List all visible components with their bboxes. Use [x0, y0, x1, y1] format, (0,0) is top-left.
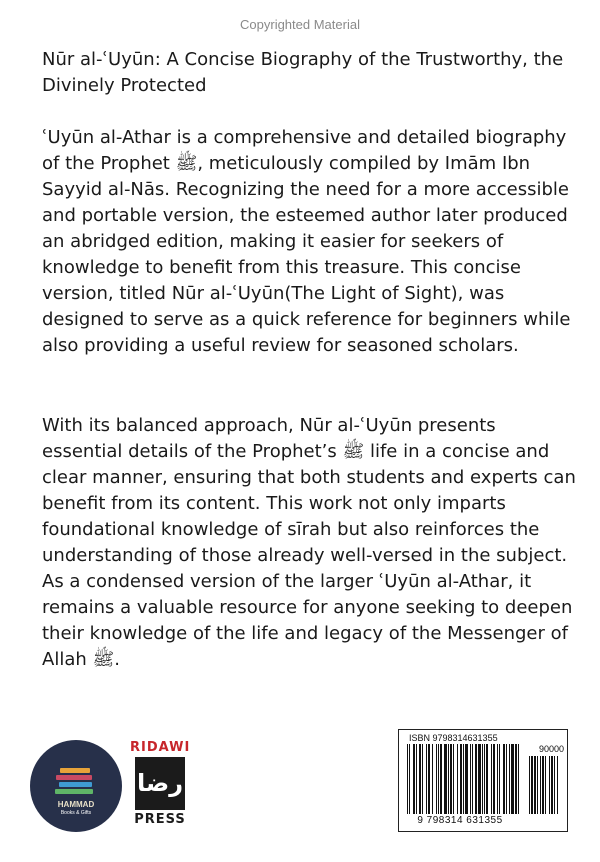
- isbn-label: ISBN 9798314631355: [409, 733, 498, 743]
- barcode-bar: [440, 744, 442, 814]
- books-stack-icon: [54, 766, 98, 802]
- barcode-bar: [503, 744, 505, 814]
- barcode-bar: [465, 744, 468, 814]
- barcode-bar: [551, 756, 553, 814]
- isbn-barcode: [398, 729, 568, 832]
- barcode-bar: [463, 744, 464, 814]
- barcode-bar: [497, 744, 498, 814]
- barcode-bar: [515, 744, 517, 814]
- barcode-bar: [436, 744, 437, 814]
- barcode-bar: [499, 744, 500, 814]
- barcode-bar: [444, 744, 447, 814]
- price-code: 90000: [539, 744, 565, 754]
- barcode-bar: [460, 744, 462, 814]
- barcode-bar: [531, 756, 533, 814]
- barcode-bar: [432, 744, 433, 814]
- book-title: Nūr al-ʿUyūn: A Concise Biography of the Trustworthy, the Divinely Protected: [42, 49, 564, 96]
- barcode-bar: [438, 744, 439, 814]
- barcode-bar: [416, 744, 417, 814]
- ridawi-logo-bottom-text: PRESS: [134, 812, 186, 827]
- barcode-bar: [484, 744, 485, 814]
- barcode-bar: [450, 744, 452, 814]
- barcode-bar: [545, 756, 546, 814]
- barcode-bar: [506, 744, 507, 814]
- description-paragraph-1: ʿUyūn al-Athar is a comprehensive and detailed biography of the Prophet ﷺ, meticulously compiled by Imām Ibn Sayyid al-Nās. Recognizing the need for a more accessible and portable version, the esteemed author later produced an abridged edition, making it easier for seekers of knowledge to benefit from this treasure. This concise version, titled Nūr al-ʿUyūn(The Light of Sight), was designed to serve as a quick reference for beginners while also providing a useful review for seasoned scholars.: [42, 127, 571, 356]
- barcode-bar: [493, 744, 495, 814]
- barcode-bar: [478, 744, 481, 814]
- ridawi-press-logo: [130, 740, 190, 832]
- barcode-bar: [409, 744, 410, 814]
- barcode-bar: [428, 744, 430, 814]
- barcode-bar: [529, 756, 530, 814]
- barcode-bar: [540, 756, 541, 814]
- barcode-bar: [554, 756, 555, 814]
- addon-barcode-bars: [529, 756, 559, 814]
- barcode-digits: 9 798314 631355: [417, 815, 503, 826]
- barcode-bar: [413, 744, 415, 814]
- barcode-bar: [472, 744, 473, 814]
- barcode-bar: [511, 744, 514, 814]
- barcode-bar: [549, 756, 550, 814]
- barcode-bars: [407, 744, 519, 814]
- barcode-bar: [457, 744, 458, 814]
- ridawi-logo-top-text: RIDAWI: [130, 740, 191, 755]
- barcode-bar: [486, 744, 488, 814]
- barcode-bar: [407, 744, 408, 814]
- barcode-bar: [426, 744, 427, 814]
- barcode-bar: [422, 744, 423, 814]
- barcode-bar: [518, 744, 519, 814]
- barcode-bar: [482, 744, 483, 814]
- barcode-bar: [448, 744, 449, 814]
- barcode-bar: [509, 744, 510, 814]
- barcode-bar: [557, 756, 558, 814]
- description-paragraph-2: With its balanced approach, Nūr al-ʿUyūn presents essential details of the Prophet’s ﷺ life in a concise and clear manner, ensuring that both students and experts can benefit from its content. This work not only imparts foundational knowledge of sīrah but also reinforces the understanding of those already well-versed in the subject. As a condensed version of the larger ʿUyūn al-Athar, it remains a valuable resource for anyone seeking to deepen their knowledge of the life and legacy of the Messenger of Allah ﷺ.: [42, 415, 576, 670]
- ridawi-arabic-mark: رضا: [136, 769, 184, 797]
- copyright-watermark-top: Copyrighted Material: [240, 17, 360, 32]
- barcode-bar: [537, 756, 538, 814]
- barcode-bar: [491, 744, 492, 814]
- hammad-logo-tagline: Books & Gifts: [60, 810, 92, 816]
- ridawi-logo-emblem: [135, 757, 185, 810]
- barcode-bar: [453, 744, 454, 814]
- barcode-bar: [534, 756, 536, 814]
- hammad-books-logo: [30, 740, 122, 832]
- barcode-bar: [475, 744, 477, 814]
- barcode-bar: [419, 744, 421, 814]
- barcode-bar: [470, 744, 471, 814]
- hammad-logo-name: HAMMAD: [57, 800, 95, 809]
- barcode-bar: [542, 756, 544, 814]
